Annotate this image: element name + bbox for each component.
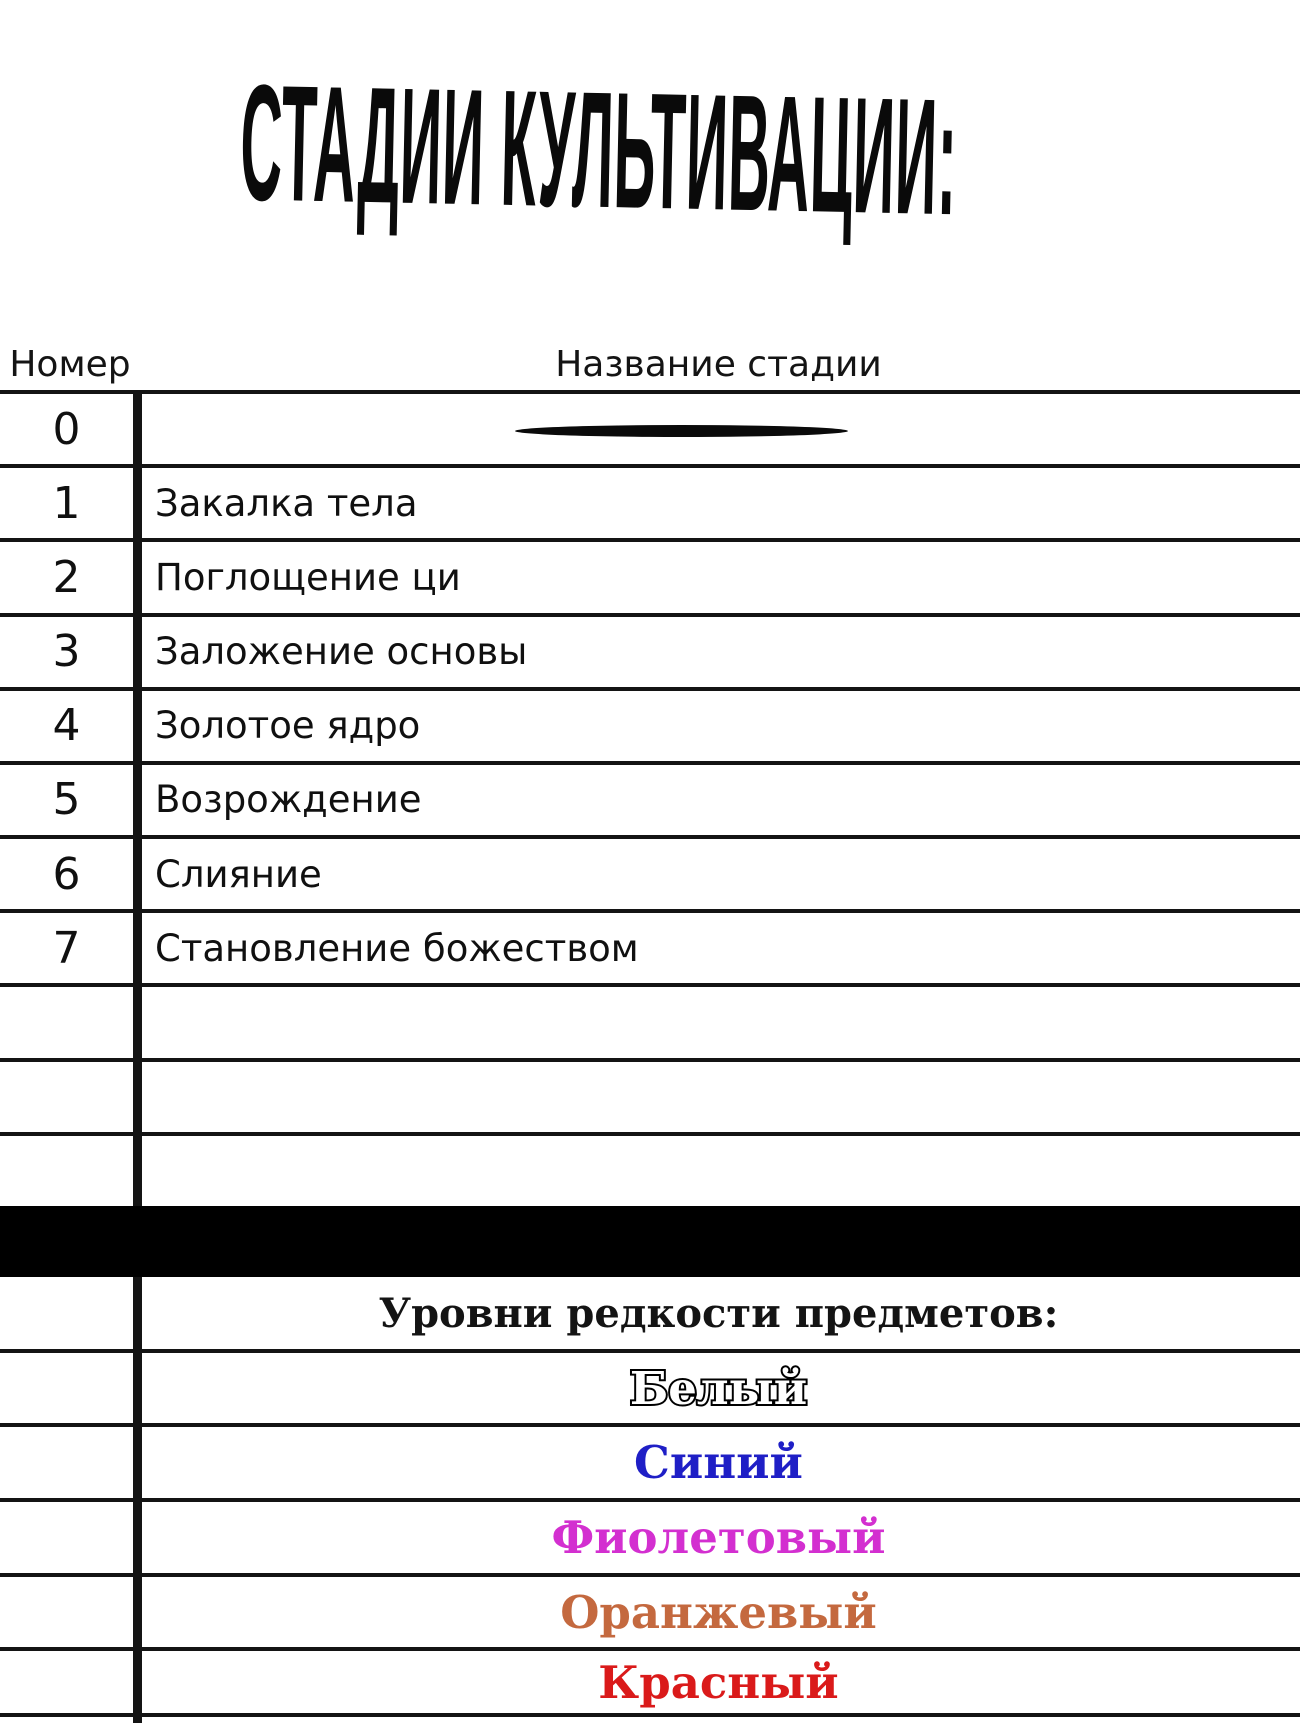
column-header-number: Номер: [9, 344, 131, 385]
rarity-level-red: Красный: [598, 1655, 839, 1709]
stage-name: Слияние: [155, 852, 322, 896]
rarity-row: [0, 1651, 1300, 1717]
stage-name: Становление божеством: [155, 926, 639, 970]
stage-number: 1: [52, 477, 81, 529]
rarity-row: [0, 1427, 1300, 1502]
table-row-empty: [0, 983, 1300, 1057]
stage-number: 5: [52, 774, 81, 826]
stage-name: [133, 987, 1300, 1057]
stage-number: [0, 987, 133, 1057]
stage-name: [133, 1136, 1300, 1206]
rarity-heading: Уровни редкости предметов:: [378, 1289, 1059, 1337]
rarity-level-blue: Синий: [634, 1436, 803, 1489]
stage-name: Золотое ядро: [155, 704, 421, 748]
table-row: [0, 538, 1300, 612]
stage-number: [0, 1136, 133, 1206]
stage-name: Возрождение: [155, 778, 422, 822]
rarity-heading-row: [0, 1277, 1300, 1353]
table-row: [0, 613, 1300, 687]
stage-number: 2: [52, 551, 81, 603]
rarity-level-white: Белый: [629, 1361, 808, 1415]
stage-number: 6: [52, 848, 81, 900]
table-row: [0, 464, 1300, 538]
stage-number: 7: [52, 922, 81, 974]
page-title: [0, 51, 1200, 252]
page-title-text: СТАДИИ КУЛЬТИВАЦИИ:: [238, 51, 960, 252]
stage-number: 3: [52, 626, 81, 678]
table-row: [0, 909, 1300, 983]
table-row-empty: [0, 1132, 1300, 1206]
empty-name-dash: [515, 425, 848, 437]
table-row: [0, 687, 1300, 761]
column-header-stage-name: Название стадии: [555, 344, 882, 385]
stage-name: Поглощение ци: [155, 555, 461, 599]
rarity-row: [0, 1353, 1300, 1427]
table-row-empty: [0, 1058, 1300, 1132]
stage-name: Заложение основы: [155, 630, 528, 674]
rarity-row: [0, 1577, 1300, 1651]
stage-number: [0, 1062, 133, 1132]
stage-table: [0, 390, 1300, 1206]
rarity-level-violet: Фиолетовый: [551, 1511, 886, 1564]
stage-number: 0: [52, 403, 81, 455]
table-row: [0, 761, 1300, 835]
table-row: [0, 390, 1300, 464]
section-separator-bar: [0, 1206, 1300, 1277]
rarity-level-orange: Оранжевый: [560, 1585, 877, 1639]
stage-name: [133, 1062, 1300, 1132]
table-row: [0, 835, 1300, 909]
rarity-row: [0, 1502, 1300, 1577]
rarity-section: [0, 1277, 1300, 1717]
stage-number: 4: [52, 700, 81, 752]
stage-name: Закалка тела: [155, 481, 418, 525]
